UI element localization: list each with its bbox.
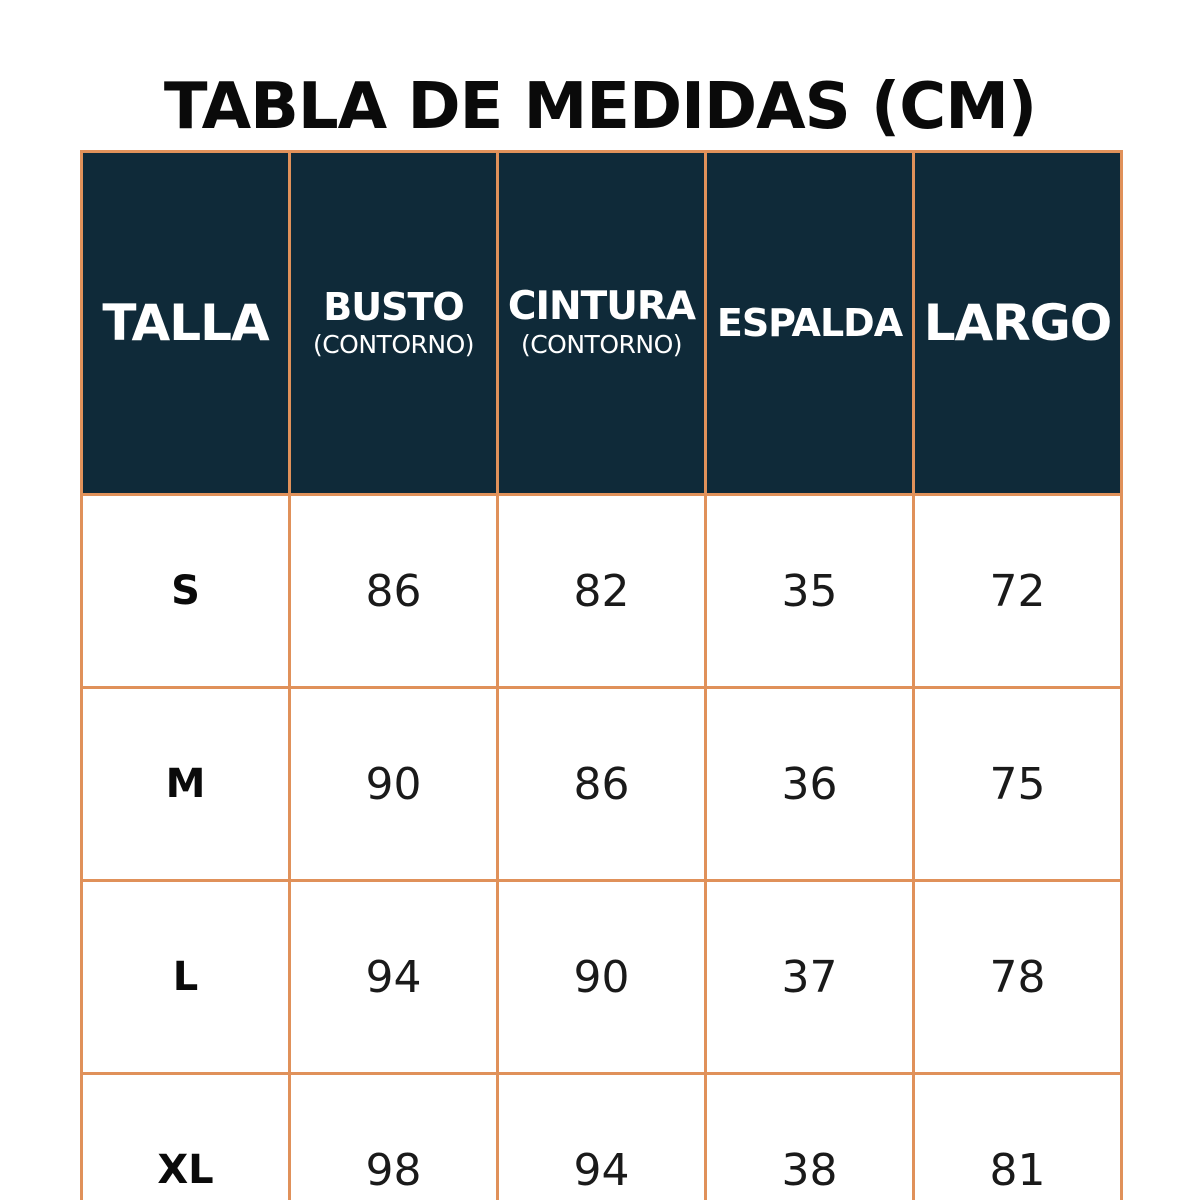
header-busto (290, 152, 498, 495)
size-cell: S (82, 495, 290, 688)
header-cintura (498, 152, 706, 495)
header-espalda (706, 152, 914, 495)
table-header-row (82, 152, 1122, 495)
cintura-cell: 86 (498, 688, 706, 881)
header-label: CINTURA (507, 284, 696, 329)
table-row (82, 495, 1122, 688)
largo-cell: 75 (914, 688, 1122, 881)
espalda-cell: 36 (706, 688, 914, 881)
header-label: TALLA (102, 294, 269, 352)
header-label: ESPALDA (716, 301, 903, 345)
header-talla (82, 152, 290, 495)
espalda-cell: 35 (706, 495, 914, 688)
busto-cell: 86 (290, 495, 498, 688)
header-sublabel: (CONTORNO) (520, 330, 683, 359)
largo-cell: 78 (914, 881, 1122, 1074)
largo-cell: 72 (914, 495, 1122, 688)
size-cell: M (82, 688, 290, 881)
cintura-cell: 82 (498, 495, 706, 688)
cintura-cell: 90 (498, 881, 706, 1074)
header-largo (914, 152, 1122, 495)
size-cell: L (82, 881, 290, 1074)
table-row (82, 881, 1122, 1074)
size-table (80, 150, 1123, 1200)
busto-cell: 94 (290, 881, 498, 1074)
largo-cell: 81 (914, 1074, 1122, 1200)
busto-cell: 98 (290, 1074, 498, 1200)
header-label: LARGO (923, 294, 1112, 352)
header-label: BUSTO (323, 285, 464, 329)
cintura-cell: 94 (498, 1074, 706, 1200)
table-row (82, 1074, 1122, 1200)
size-cell: XL (82, 1074, 290, 1200)
header-sublabel: (CONTORNO) (312, 330, 475, 359)
busto-cell: 90 (290, 688, 498, 881)
espalda-cell: 38 (706, 1074, 914, 1200)
espalda-cell: 37 (706, 881, 914, 1074)
page-title: TABLA DE MEDIDAS (CM) (163, 70, 1037, 144)
table-row (82, 688, 1122, 881)
